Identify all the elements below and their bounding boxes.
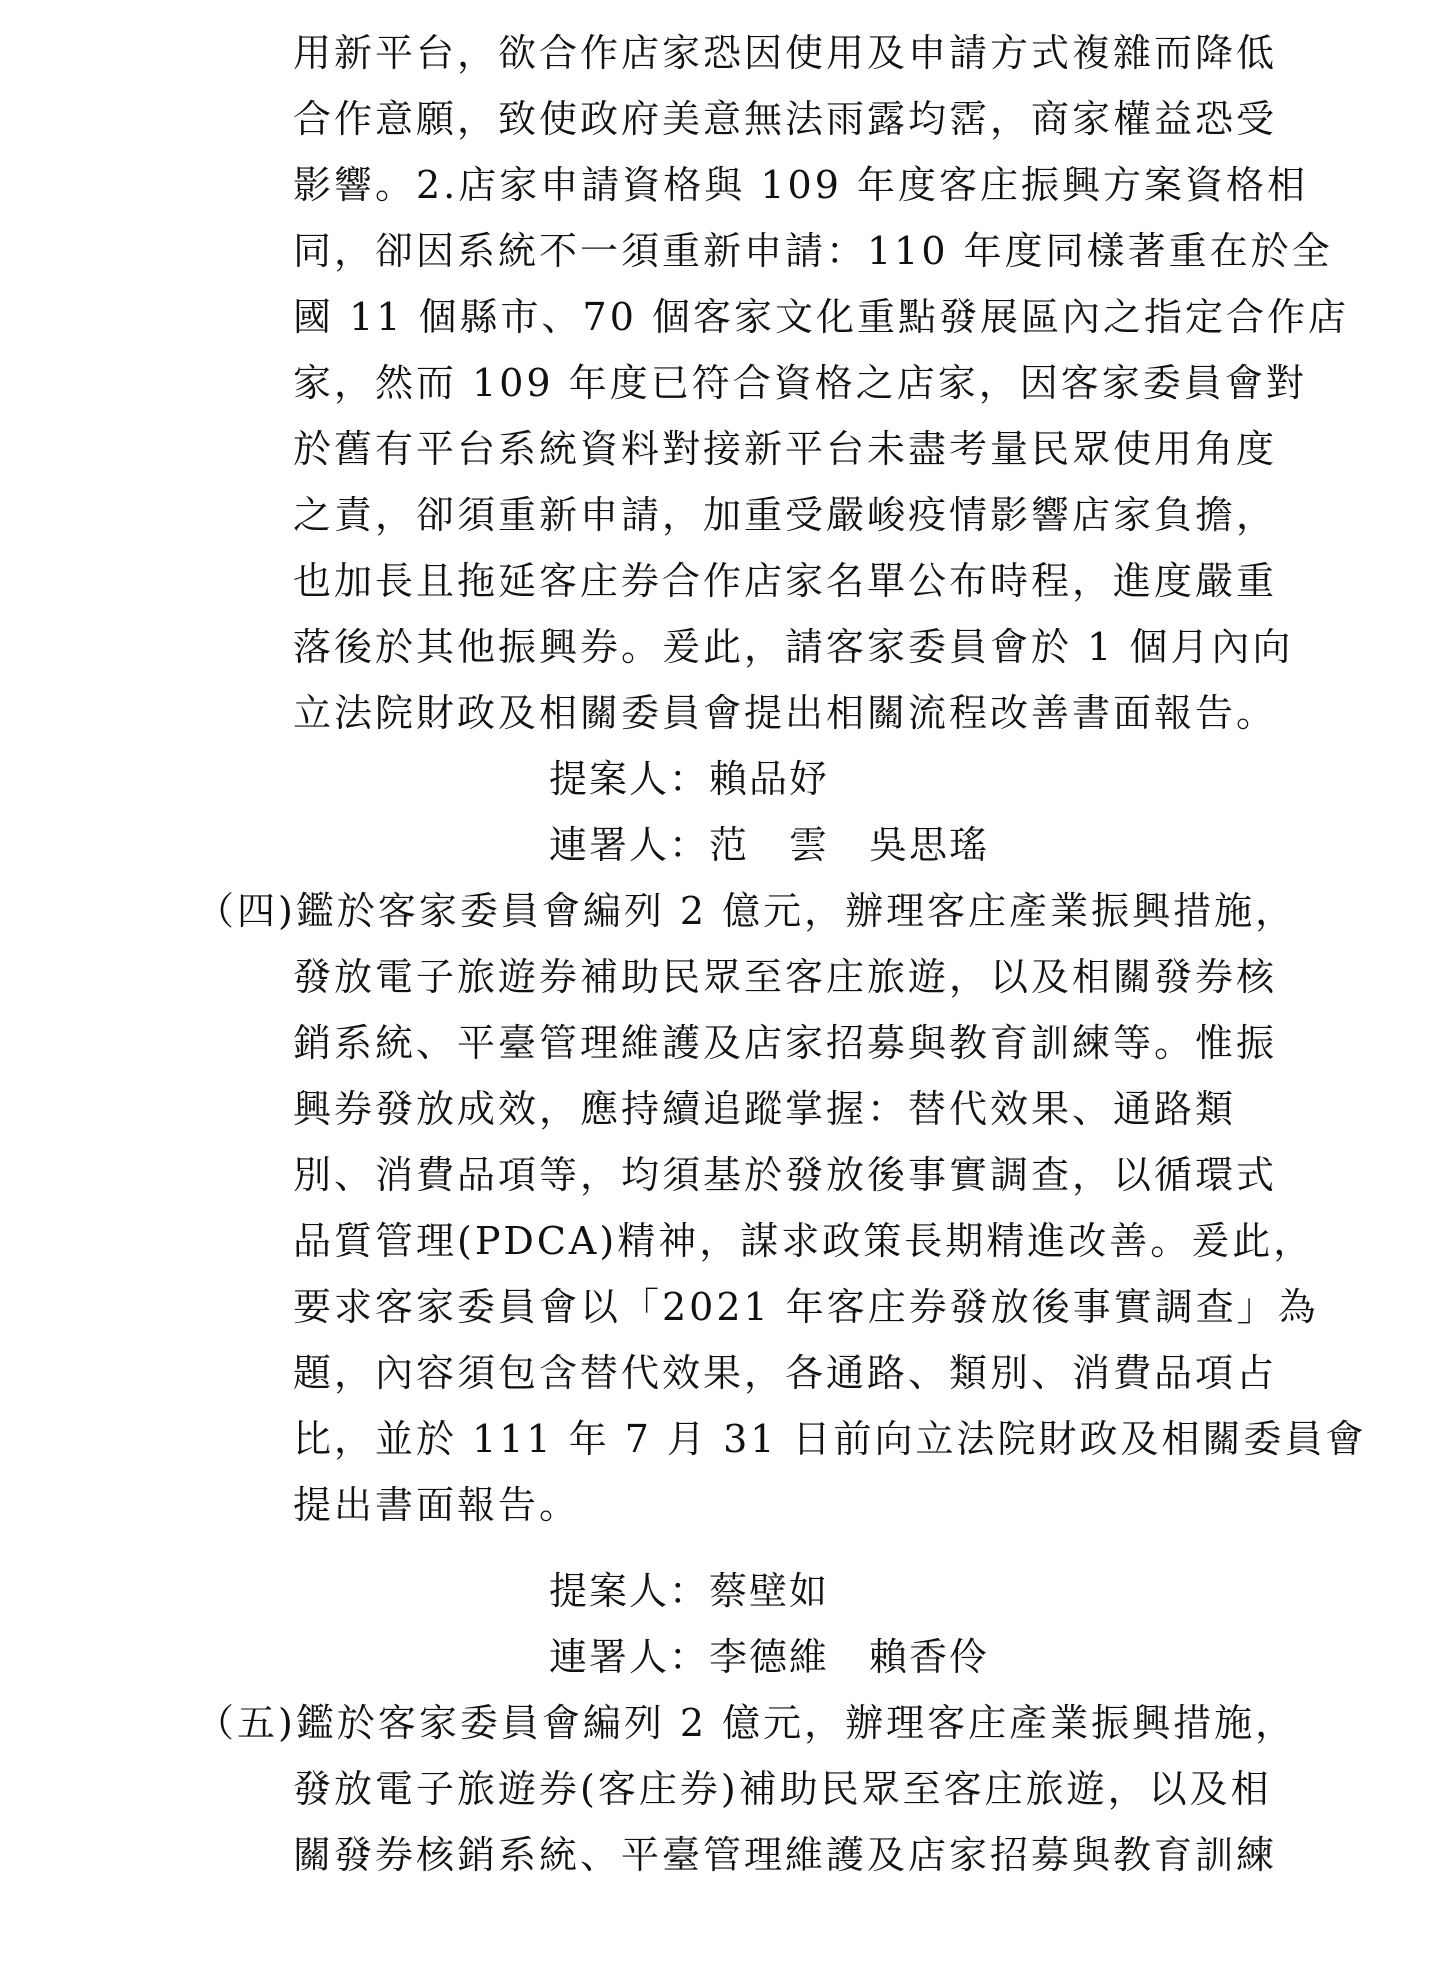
paragraph-line: 合作意願，致使政府美意無法雨露均霑，商家權益恐受 xyxy=(293,97,1278,141)
item-heading-line: （四)鑑於客家委員會編列 2 億元，辦理客庄產業振興措施， xyxy=(196,889,1297,933)
paragraph-line: 國 11 個縣市、70 個客家文化重點發展區內之指定合作店 xyxy=(293,295,1349,339)
proposer-line: 提案人：蔡壁如 xyxy=(549,1569,830,1613)
proposer-line: 提案人：賴品妤 xyxy=(549,757,830,801)
paragraph-line: 提出書面報告。 xyxy=(293,1483,581,1527)
item-heading-line: （五)鑑於客家委員會編列 2 億元，辦理客庄產業振興措施， xyxy=(196,1701,1297,1745)
paragraph-line: 於舊有平台系統資料對接新平台未盡考量民眾使用角度 xyxy=(293,427,1278,471)
paragraph-line: 同，卻因系統不一須重新申請：110 年度同樣著重在於全 xyxy=(293,229,1333,273)
cosigner-line: 連署人：李德維 賴香伶 xyxy=(549,1635,990,1679)
paragraph-line: 品質管理(PDCA)精神，謀求政策長期精進改善。爰此， xyxy=(293,1219,1315,1263)
paragraph-line: 題，內容須包含替代效果，各通路、類別、消費品項占 xyxy=(293,1351,1278,1395)
paragraph-line: 之責，卻須重新申請，加重受嚴峻疫情影響店家負擔， xyxy=(293,493,1278,537)
paragraph-line: 發放電子旅遊券(客庄券)補助民眾至客庄旅遊，以及相 xyxy=(293,1767,1272,1811)
paragraph-line: 興券發放成效，應持續追蹤掌握：替代效果、通路類 xyxy=(293,1087,1237,1131)
paragraph-line: 立法院財政及相關委員會提出相關流程改善書面報告。 xyxy=(293,691,1278,735)
paragraph-line: 要求客家委員會以「2021 年客庄券發放後事實調查」為 xyxy=(293,1285,1319,1329)
paragraph-line: 發放電子旅遊券補助民眾至客庄旅遊，以及相關發券核 xyxy=(293,955,1278,999)
paragraph-line: 銷系統、平臺管理維護及店家招募與教育訓練等。惟振 xyxy=(293,1021,1278,1065)
paragraph-line: 也加長且拖延客庄券合作店家名單公布時程，進度嚴重 xyxy=(293,559,1278,603)
paragraph-line: 落後於其他振興券。爰此，請客家委員會於 1 個月內向 xyxy=(293,625,1294,669)
cosigner-line: 連署人：范 雲 吳思瑤 xyxy=(549,823,990,867)
paragraph-line: 比，並於 111 年 7 月 31 日前向立法院財政及相關委員會 xyxy=(293,1417,1367,1461)
paragraph-line: 別、消費品項等，均須基於發放後事實調查，以循環式 xyxy=(293,1153,1278,1197)
paragraph-line: 家，然而 109 年度已符合資格之店家，因客家委員會對 xyxy=(293,361,1307,405)
paragraph-line: 用新平台，欲合作店家恐因使用及申請方式複雜而降低 xyxy=(293,31,1278,75)
paragraph-line: 影響。2.店家申請資格與 109 年度客庄振興方案資格相 xyxy=(293,163,1308,207)
paragraph-line: 關發券核銷系統、平臺管理維護及店家招募與教育訓練 xyxy=(293,1833,1278,1877)
